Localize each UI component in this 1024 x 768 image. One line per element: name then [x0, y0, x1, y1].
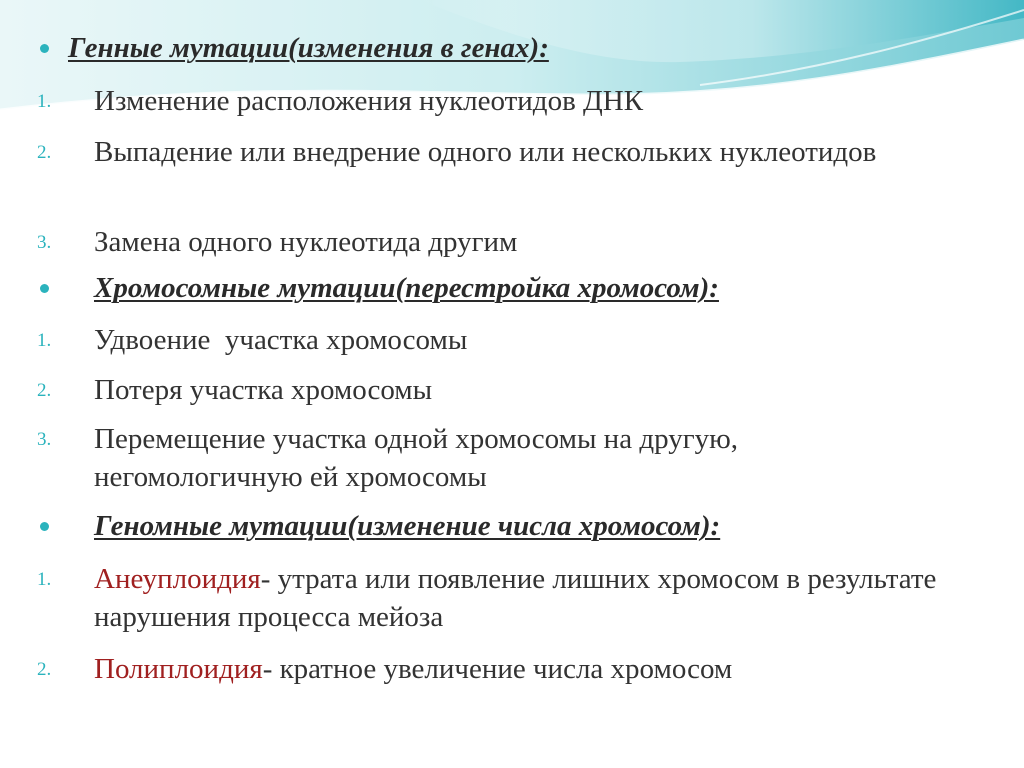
term-aneuploidy: Анеуплоидия: [94, 563, 261, 595]
bullet-icon: [40, 44, 49, 53]
item-number: 1.: [37, 330, 52, 351]
term-definition: - кратное увеличение числа хромосом: [262, 653, 733, 685]
list-item: [94, 560, 984, 636]
list-item: Удвоение участка хромосомы: [94, 324, 468, 356]
list-item: Замена одного нуклеотида другим: [94, 226, 518, 258]
bullet-icon: [40, 522, 49, 531]
section-heading-chromosomal: Хромосомные мутации(перестройка хромосом):: [94, 272, 719, 304]
item-number: 1.: [37, 569, 52, 590]
list-item: Перемещение участка одной хромосомы на другую, негомологичную ей хромосомы: [94, 423, 739, 493]
term-definition: - утрата или появление лишних хромосом в результате нарушения процесса мейоза: [94, 563, 937, 633]
item-number: 1.: [37, 91, 52, 112]
list-item: [94, 650, 994, 688]
bullet-icon: [40, 284, 49, 293]
item-number: 3.: [37, 232, 52, 253]
section-heading-genomic: Геномные мутации(изменение числа хромосом):: [94, 510, 721, 542]
item-number: 3.: [37, 429, 52, 450]
item-number: 2.: [37, 142, 52, 163]
list-item: Потеря участка хромосомы: [94, 374, 433, 406]
item-number: 2.: [37, 380, 52, 401]
section-heading-genetic: Генные мутации(изменения в генах):: [68, 32, 549, 64]
list-item: Изменение расположения нуклеотидов ДНК: [94, 85, 644, 117]
term-polyploidy: Полиплоидия: [94, 653, 263, 685]
list-item: Выпадение или внедрение одного или нескольких нуклеотидов: [94, 136, 877, 168]
item-number: 2.: [37, 659, 52, 680]
